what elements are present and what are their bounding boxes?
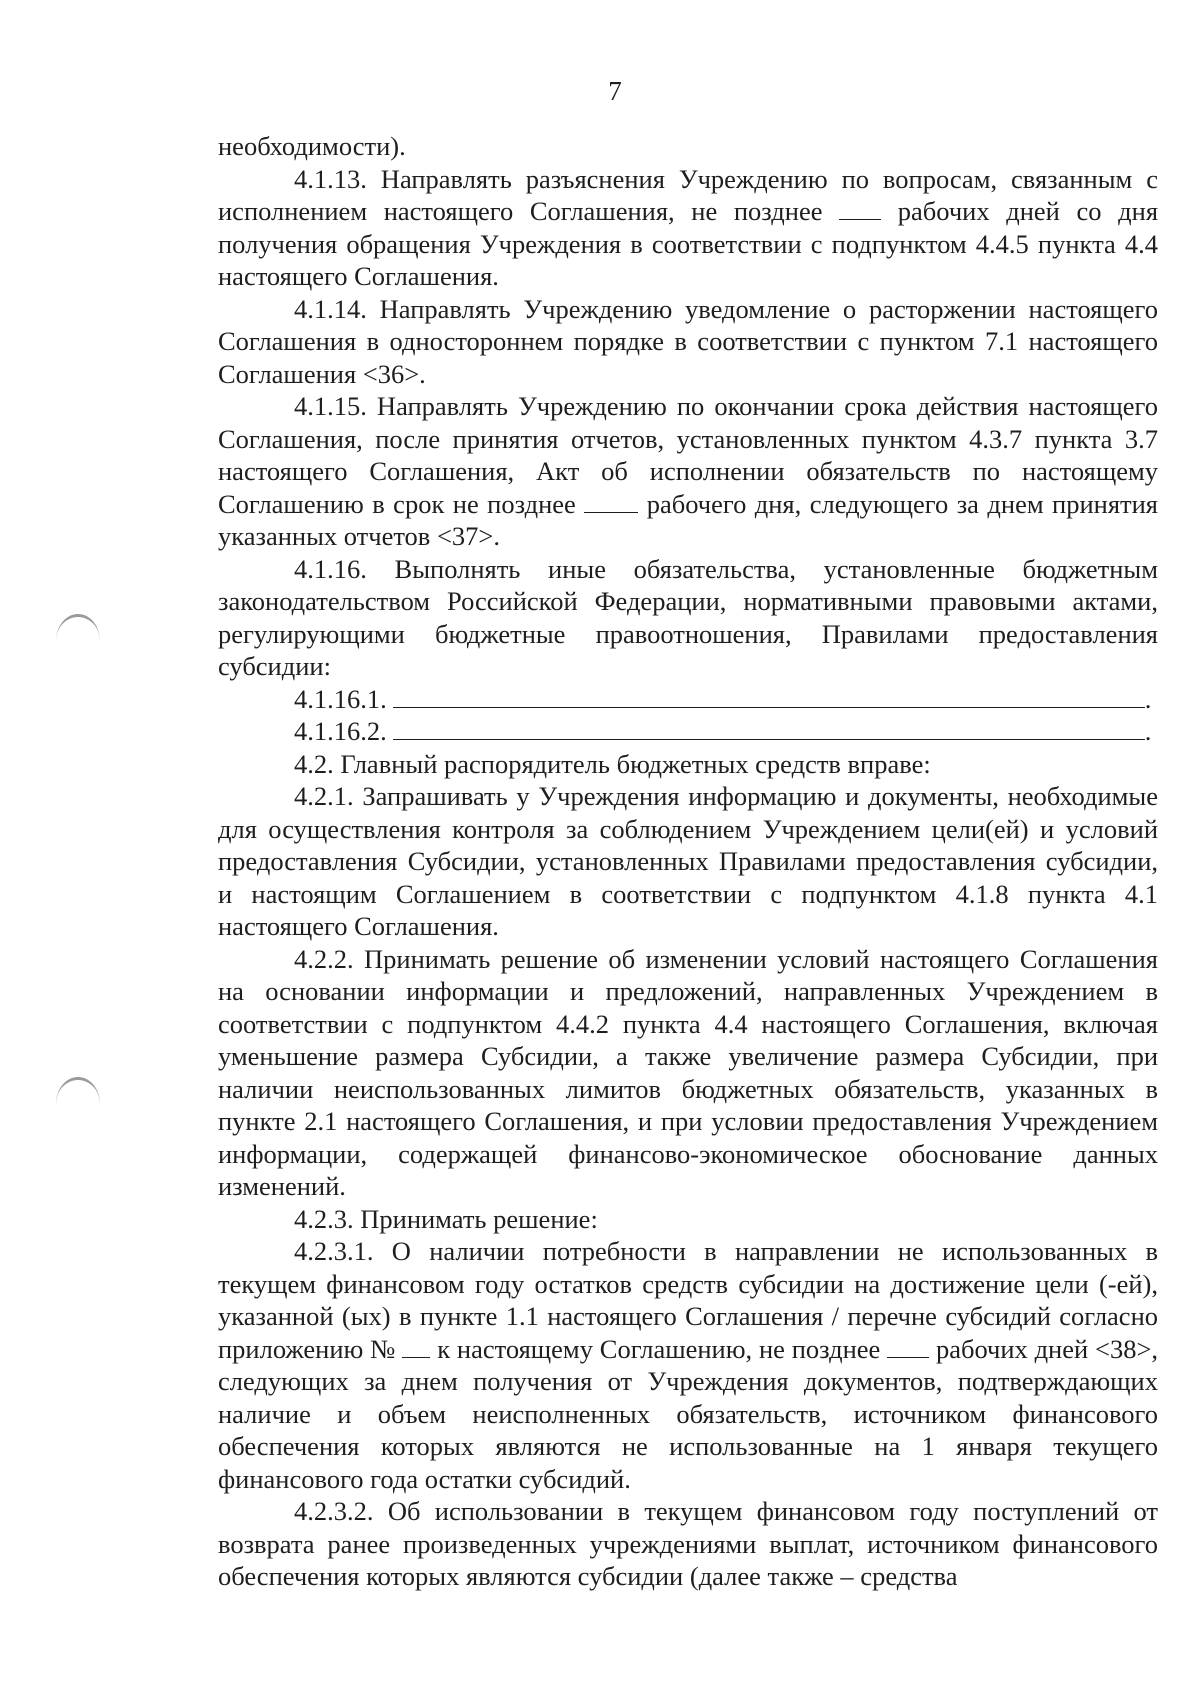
paragraph-p9 [218,943,1158,1203]
paragraph-text: к настоящему Соглашению, не позднее [430,1333,888,1364]
paragraph-text: 4.2. Главный распорядитель бюджетных средств вправе: [294,748,931,779]
blank-field [887,1335,929,1358]
line-end-punct: . [1144,683,1152,714]
paragraph-text: рабочего дня, следующего за днем принятия указанных отчетов <37>. [218,488,1158,551]
paragraph-text: рабочих дней со дня получения обращения Учреждения в соответствии с подпунктом 4.4.5 пункта 4.4 настоящего Соглашения. [218,196,1159,291]
paragraph-p6 [218,715,1158,748]
blank-field [402,1335,430,1358]
paragraph-text: 4.1.15. Направлять Учреждению по окончании срока действия настоящего Соглашения, после принятия отчетов, установленных пунктом 4.3.7 пункта 3.7 настоящего Соглашения, Акт об исполнении обязательств по настоящему Соглашению в срок не позднее [218,391,1158,519]
line-end-punct: . [1144,716,1152,746]
paragraph-p5 [218,683,1158,716]
paragraph-text: 4.2.3.1. О наличии потребности в направлении не использованных в текущем финансовом году остатков средств субсидии на достижение цели (-ей), указанной (ых) в пункте 1.1 настоящего Соглашения / перечне субсидий согласно приложению № [218,1236,1158,1364]
paragraph-p11 [218,1235,1158,1495]
paragraph-p0 [218,130,1158,163]
fill-in-line [393,715,1145,740]
punch-hole-mark [56,614,100,641]
paragraph-text: 4.1.16. Выполнять иные обязательства, установленные бюджетным законодательством Российской Федерации, нормативными правовыми актами, регулирующими бюджетные правоотношения, Правилами предоставления субсидии: [218,553,1158,681]
item-number: 4.1.16.2. [294,716,387,746]
item-number: 4.1.16.1. [294,683,387,714]
punch-hole-mark [56,1077,100,1104]
paragraph-text: необходимости). [218,131,406,161]
paragraph-p10 [218,1203,1158,1236]
paragraph-p12 [218,1495,1158,1593]
paragraph-p8 [218,780,1158,943]
paragraph-text: рабочих дней <38>, следующих за днем получения от Учреждения документов, подтверждающих наличие и объем неисполненных обязательств, источником финансового обеспечения которых являются не использованные на 1 января текущего финансового года остатки субсидий. [218,1333,1159,1494]
paragraph-p4 [218,553,1158,683]
paragraph-text: 4.1.14. Направлять Учреждению уведомление о расторжении настоящего Соглашения в одностороннем порядке в соответствии с пунктом 7.1 настоящего Соглашения <36>. [218,293,1158,389]
document-body [218,130,1158,1593]
paragraph-text: 4.2.1. Запрашивать у Учреждения информацию и документы, необходимые для осуществления контроля за соблюдением Учреждением цели(ей) и условий предоставления Субсидии, установленных Правилами предоставления субсидии, и настоящим Соглашением в соответствии с подпунктом 4.1.8 пункта 4.1 настоящего Соглашения. [218,781,1158,941]
page-number: 7 [608,76,622,106]
blank-field [839,197,881,220]
paragraph-text: 4.2.3. Принимать решение: [294,1203,598,1234]
blank-field [584,490,638,513]
paragraph-p2 [218,293,1158,391]
fill-in-line [393,683,1145,708]
paragraph-text: 4.2.3.2. Об использовании в текущем финансовом году поступлений от возврата ранее произведенных учреждениями выплат, источником финансового обеспечения которых являются субсидии (далее также – средства [218,1496,1158,1591]
paragraph-p7 [218,748,1158,781]
paragraph-text: 4.1.13. Направлять разъяснения Учреждению по вопросам, связанным с исполнением настоящего Соглашения, не позднее [218,163,1158,226]
paragraph-p1 [218,163,1158,293]
paragraph-text: 4.2.2. Принимать решение об изменении условий настоящего Соглашения на основании информации и предложений, направленных Учреждением в соответствии с подпунктом 4.4.2 пункта 4.4 настоящего Соглашения, включая уменьшение размера Субсидии, а также увеличение размера Субсидии, при наличии неиспользованных лимитов бюджетных обязательств, указанных в пункте 2.1 настоящего Соглашения, и при условии предоставления Учреждением информации, содержащей финансово-экономическое обоснование данных изменений. [218,943,1158,1201]
paragraph-p3 [218,390,1158,553]
